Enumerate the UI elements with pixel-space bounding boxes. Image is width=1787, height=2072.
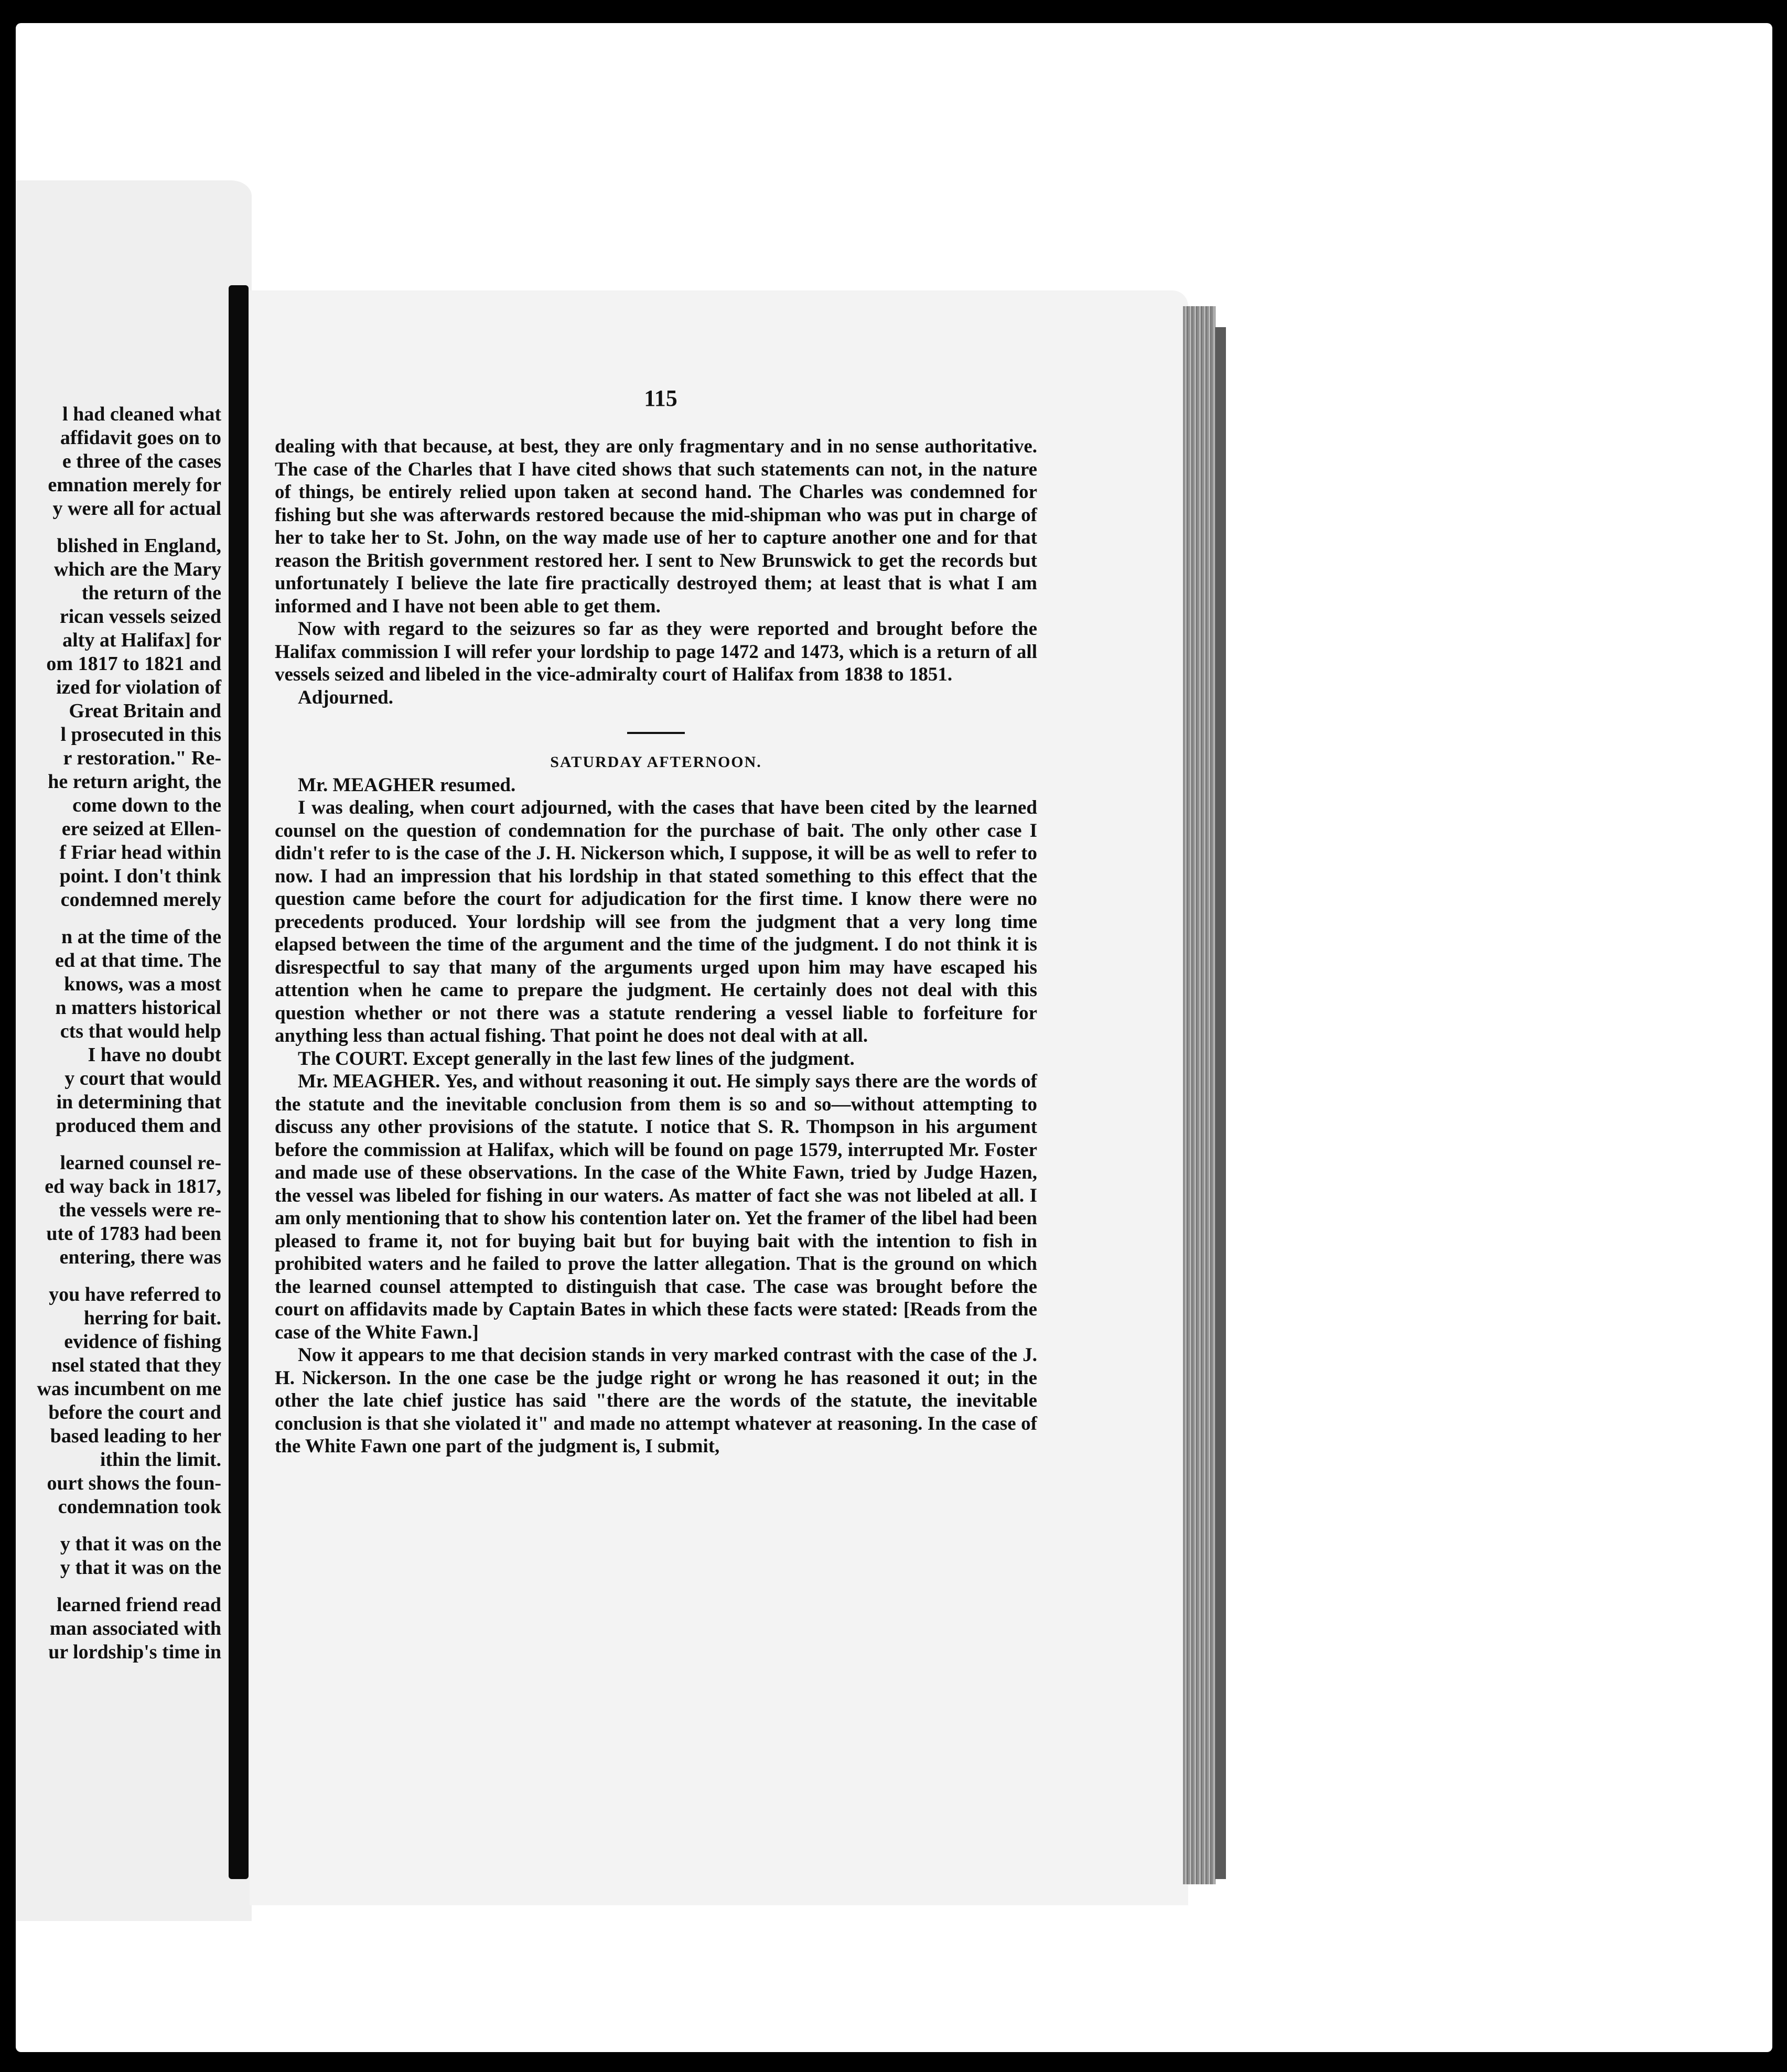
left-page-line: n at the time of the [61, 926, 221, 948]
left-page-line: y that it was on the [60, 1557, 221, 1579]
left-page-line: point. I don't think [59, 865, 221, 887]
left-page-line: y that it was on the [60, 1533, 221, 1555]
section-rule [627, 732, 685, 734]
left-page-line: evidence of fishing [64, 1331, 221, 1353]
left-page-line: the vessels were re- [59, 1199, 221, 1221]
left-page-text [16, 403, 221, 1663]
paragraph-5: Now it appears to me that decision stands in very marked contrast with the case of the J. H. Nickerson. In the one case be the judge right or wrong he has reasoned it out; in the other the late chief justice has said "there are the words of the statute, the inevitable conclusion is that she violated it" and made no attempt whatever at reasoning. In the case of the White Fawn one part of the judgment is, I submit, [275, 1344, 1037, 1457]
left-page-line: which are the Mary [53, 558, 221, 580]
left-page-line: y were all for actual [52, 498, 221, 520]
left-page-line: ourt shows the foun- [47, 1472, 221, 1494]
paragraph-2: Now with regard to the seizures so far as they were reported and brought before the Halifax commission I will refer your lordship to page 1472 and 1473, which is a return of all vessels seized and libeled in the vice-admiralty court of Halifax from 1838 to 1851. [275, 618, 1037, 685]
left-page-gap [16, 521, 221, 534]
left-page-line: nsel stated that they [51, 1354, 221, 1376]
left-page-line: you have referred to [49, 1283, 221, 1305]
left-page-line: ithin the limit. [100, 1449, 221, 1471]
left-page-gap [16, 1269, 221, 1283]
left-page-line: y court that would [64, 1067, 221, 1089]
left-page-line: e three of the cases [62, 450, 221, 472]
left-page-line: Great Britain and [69, 700, 221, 722]
left-page-line: ed at that time. The [55, 949, 221, 972]
left-page-gap [16, 1580, 221, 1593]
left-page-gap [16, 1519, 221, 1533]
left-page-line: r restoration." Re- [63, 747, 221, 769]
left-page-line: he return aright, the [48, 771, 221, 793]
page-body [275, 435, 1037, 1458]
left-page-line: I have no doubt [88, 1044, 221, 1066]
resumed-line: Mr. MEAGHER resumed. [298, 774, 516, 796]
left-page-line: before the court and [48, 1401, 221, 1423]
left-page-gap [16, 912, 221, 925]
page-edges [1183, 306, 1215, 1884]
page-edges-shadow [1215, 327, 1226, 1879]
section-heading: SATURDAY AFTERNOON. [550, 753, 762, 771]
left-page-line: l prosecuted in this [60, 724, 221, 746]
left-page-line: ere seized at Ellen- [61, 818, 221, 840]
left-page-line: affidavit goes on to [60, 427, 221, 449]
left-page-line: blished in England, [57, 535, 221, 557]
left-page-line: based leading to her [50, 1425, 221, 1447]
left-page-line: f Friar head within [59, 841, 221, 864]
paragraph-4: Mr. MEAGHER. Yes, and without reasoning it out. He simply says there are the words of the statute and the inevitable conclusion from them is so and so—without attempting to discuss any other provisions of the statute. I notice that S. R. Thompson in his argument before the commission at Halifax, which will be found on page 1579, interrupted Mr. Foster and made use of these observations. In the case of the White Fawn, tried by Judge Hazen, the vessel was libeled for fishing in our waters. As matter of fact she was not libeled at all. I am only mentioning that to show his contention later on. Yet the framer of the libel had been pleased to frame it, not for buying bait but for buying bait with the intention to fish in prohibited waters and he failed to prove the latter allegation. That is the ground on which the learned counsel attempted to distinguish that case. The case was brought before the court on affidavits made by Captain Bates in which these facts were stated: [Reads from the case of the White Fawn.] [275, 1071, 1037, 1343]
left-page-line: emnation merely for [48, 474, 221, 496]
paragraph-1: dealing with that because, at best, they are only fragmentary and in no sense authoritative. The case of the Charles that I have cited shows that such statements can not, in the nature of things, be entirely relied upon taken at second hand. The Charles was condemned for fishing but she was afterwards restored because the mid-shipman who was put in charge of her to take her to St. John, on the way made use of her to capture another one and for that reason the British government restored her. I sent to New Brunswick to get the records but unfortunately I believe the late fire practically destroyed them; at least that is what I am informed and I have not been able to get them. [275, 436, 1037, 617]
left-page-line: in determining that [56, 1091, 221, 1113]
left-page-line: ized for violation of [56, 676, 221, 698]
page-number: 115 [644, 385, 677, 411]
book-gutter [229, 285, 249, 1879]
left-page-line: l had cleaned what [62, 403, 221, 425]
left-page-line: was incumbent on me [37, 1378, 221, 1400]
adjourned-line: Adjourned. [298, 686, 393, 708]
left-page-line: entering, there was [59, 1246, 221, 1268]
left-page-line: cts that would help [60, 1020, 221, 1042]
left-page-line: herring for bait. [83, 1307, 221, 1329]
left-page-line: alty at Halifax] for [62, 629, 221, 651]
court-line: The COURT. Except generally in the last few lines of the judgment. [298, 1048, 855, 1070]
left-page-line: ur lordship's time in [48, 1641, 221, 1663]
left-page-line: rican vessels seized [59, 606, 221, 628]
left-page-line: learned friend read [57, 1594, 221, 1616]
left-page-gap [16, 1138, 221, 1151]
left-page-line: condemnation took [58, 1496, 221, 1518]
left-page-line: man associated with [49, 1617, 221, 1639]
left-page-line: produced them and [55, 1115, 221, 1137]
left-page-line: ed way back in 1817, [45, 1175, 221, 1197]
left-page-line: n matters historical [55, 997, 221, 1019]
left-page-line: learned counsel re- [60, 1152, 221, 1174]
paragraph-3: I was dealing, when court adjourned, with the cases that have been cited by the learned counsel on the question of condemnation for the purchase of bait. The only other case I didn't refer to is the case of the J. H. Nickerson which, I suppose, it will be as well to refer to now. I had an impression that his lordship in that stated something to this effect that the question came before the court for adjudication for the first time. I know there were no precedents produced. Your lordship will see from the judgment that a very long time elapsed between the time of the argument and the time of the judgment. I do not think it is disrespectful to say that many of the arguments urged upon him may have escaped his attention when he came to prepare the judgment. He certainly does not deal with this question whether or not there was a statute rendering a vessel liable to forfeiture for anything less than actual fishing. That point he does not deal with at all. [275, 797, 1037, 1046]
left-page-line: knows, was a most [64, 973, 221, 995]
left-page-line: the return of the [81, 582, 221, 604]
left-page-line: om 1817 to 1821 and [46, 653, 221, 675]
left-page-line: ute of 1783 had been [46, 1223, 221, 1245]
scan-frame [16, 23, 1772, 2052]
left-page-line: condemned merely [60, 889, 221, 911]
left-page-line: come down to the [72, 794, 221, 816]
